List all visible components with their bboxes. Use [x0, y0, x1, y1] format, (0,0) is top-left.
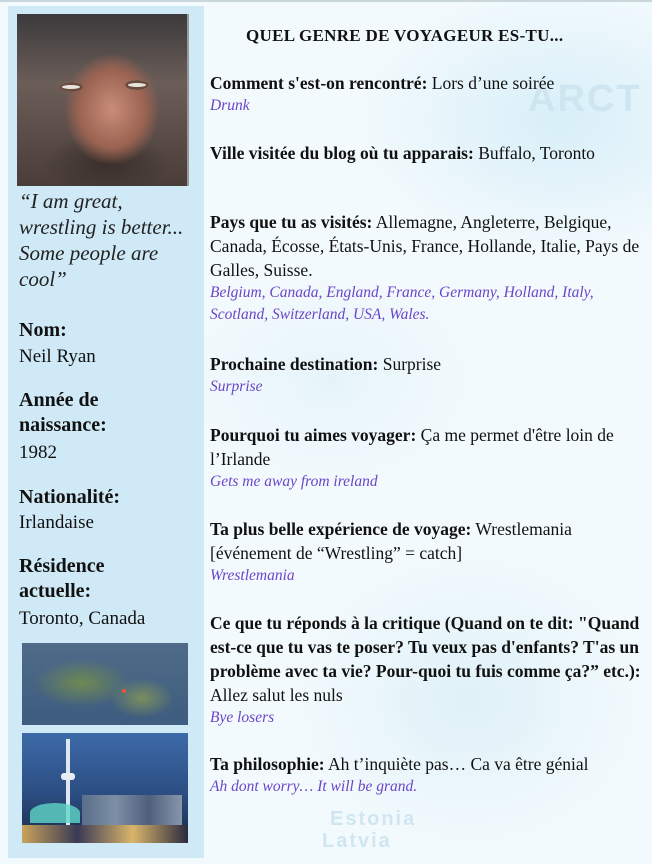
qa-met: [210, 71, 642, 117]
cn-tower-pod: [61, 773, 75, 780]
toronto-skyline-image: [22, 733, 188, 843]
map-image: [22, 643, 188, 725]
qa-best-experience: [210, 517, 642, 587]
qa-label: Prochaine destination:: [210, 354, 379, 374]
qa-why-travel: [210, 423, 642, 493]
name-label: Nom:: [19, 319, 67, 341]
birth-value: 1982: [19, 442, 57, 463]
map-label-estonia: Estonia: [330, 808, 417, 830]
qa-label: Pourquoi tu aimes voyager:: [210, 425, 417, 445]
qa-answer: Buffalo, Toronto: [478, 143, 595, 163]
page-title: QUEL GENRE DE VOYAGEUR ES-TU...: [246, 26, 564, 45]
map-label-arct: ARCT: [528, 78, 642, 120]
map-marker: [122, 689, 126, 693]
photo-eye-right: [125, 80, 149, 90]
profile-photo: [17, 14, 189, 186]
qa-answer: Ah t’inquiète pas… Ca va être génial: [328, 754, 589, 774]
residence-label: Résidence actuelle:: [19, 555, 105, 602]
qa-answer: Surprise: [382, 354, 442, 374]
qa-city: [210, 141, 620, 165]
qa-english: Drunk: [210, 97, 250, 114]
map-label-latvia: Latvia: [322, 830, 392, 852]
name-value: Neil Ryan: [19, 346, 96, 367]
qa-label: Comment s'est-on rencontré:: [210, 73, 428, 93]
qa-countries: [210, 210, 642, 326]
stadium-lights: [30, 803, 80, 823]
nationality-value: Irlandaise: [19, 512, 94, 533]
qa-answer: Wrestlemania [événement de “Wrestling” = catch]: [210, 519, 572, 563]
qa-label: Ta plus belle expérience de voyage:: [210, 519, 472, 539]
qa-next-destination: [210, 352, 642, 398]
residence-value: Toronto, Canada: [19, 608, 146, 629]
qa-label: Ta philosophie:: [210, 754, 325, 774]
qa-label: Ce que tu réponds à la critique (Quand on te dit: "Quand est-ce que tu vas te poser? Tu veux pas d'enfants? T'as un problème avec ta vie? Pour-quoi tu fuis comme ça?” etc.):: [210, 613, 641, 681]
nationality-label: Nationalité:: [19, 486, 121, 508]
qa-criticism: [210, 611, 642, 729]
qa-answer: Allez salut les nuls: [210, 685, 343, 705]
skyline-buildings: [82, 795, 182, 829]
qa-label: Pays que tu as visités:: [210, 212, 373, 232]
profile-quote: “I am great, wrestling is better... Some people are cool”: [19, 189, 184, 291]
qa-english: Belgium, Canada, England, France, Germany, Holland, Italy, Scotland, Switzerland, USA, Wales.: [210, 284, 594, 323]
city-lights: [22, 825, 188, 843]
qa-answer: Ça me permet d'être loin de l’Irlande: [210, 425, 614, 469]
top-divider: [0, 0, 652, 2]
qa-english: Wrestlemania: [210, 567, 295, 584]
qa-answer: Allemagne, Angleterre, Belgique, Canada, Écosse, États-Unis, France, Hollande, Italie, Pays de Galles, Suisse.: [210, 212, 640, 280]
qa-answer: Lors d’une soirée: [431, 73, 555, 93]
qa-label: Ville visitée du blog où tu apparais:: [210, 143, 474, 163]
qa-english: Surprise: [210, 378, 263, 395]
profile-sidebar: [8, 6, 204, 858]
qa-philosophy: [210, 752, 642, 798]
birth-label: Année de naissance:: [19, 389, 107, 436]
qa-english: Bye losers: [210, 709, 275, 726]
photo-eye-left: [59, 82, 83, 92]
qa-english: Gets me away from ireland: [210, 473, 378, 490]
qa-english: Ah dont worry… It will be grand.: [210, 778, 418, 795]
